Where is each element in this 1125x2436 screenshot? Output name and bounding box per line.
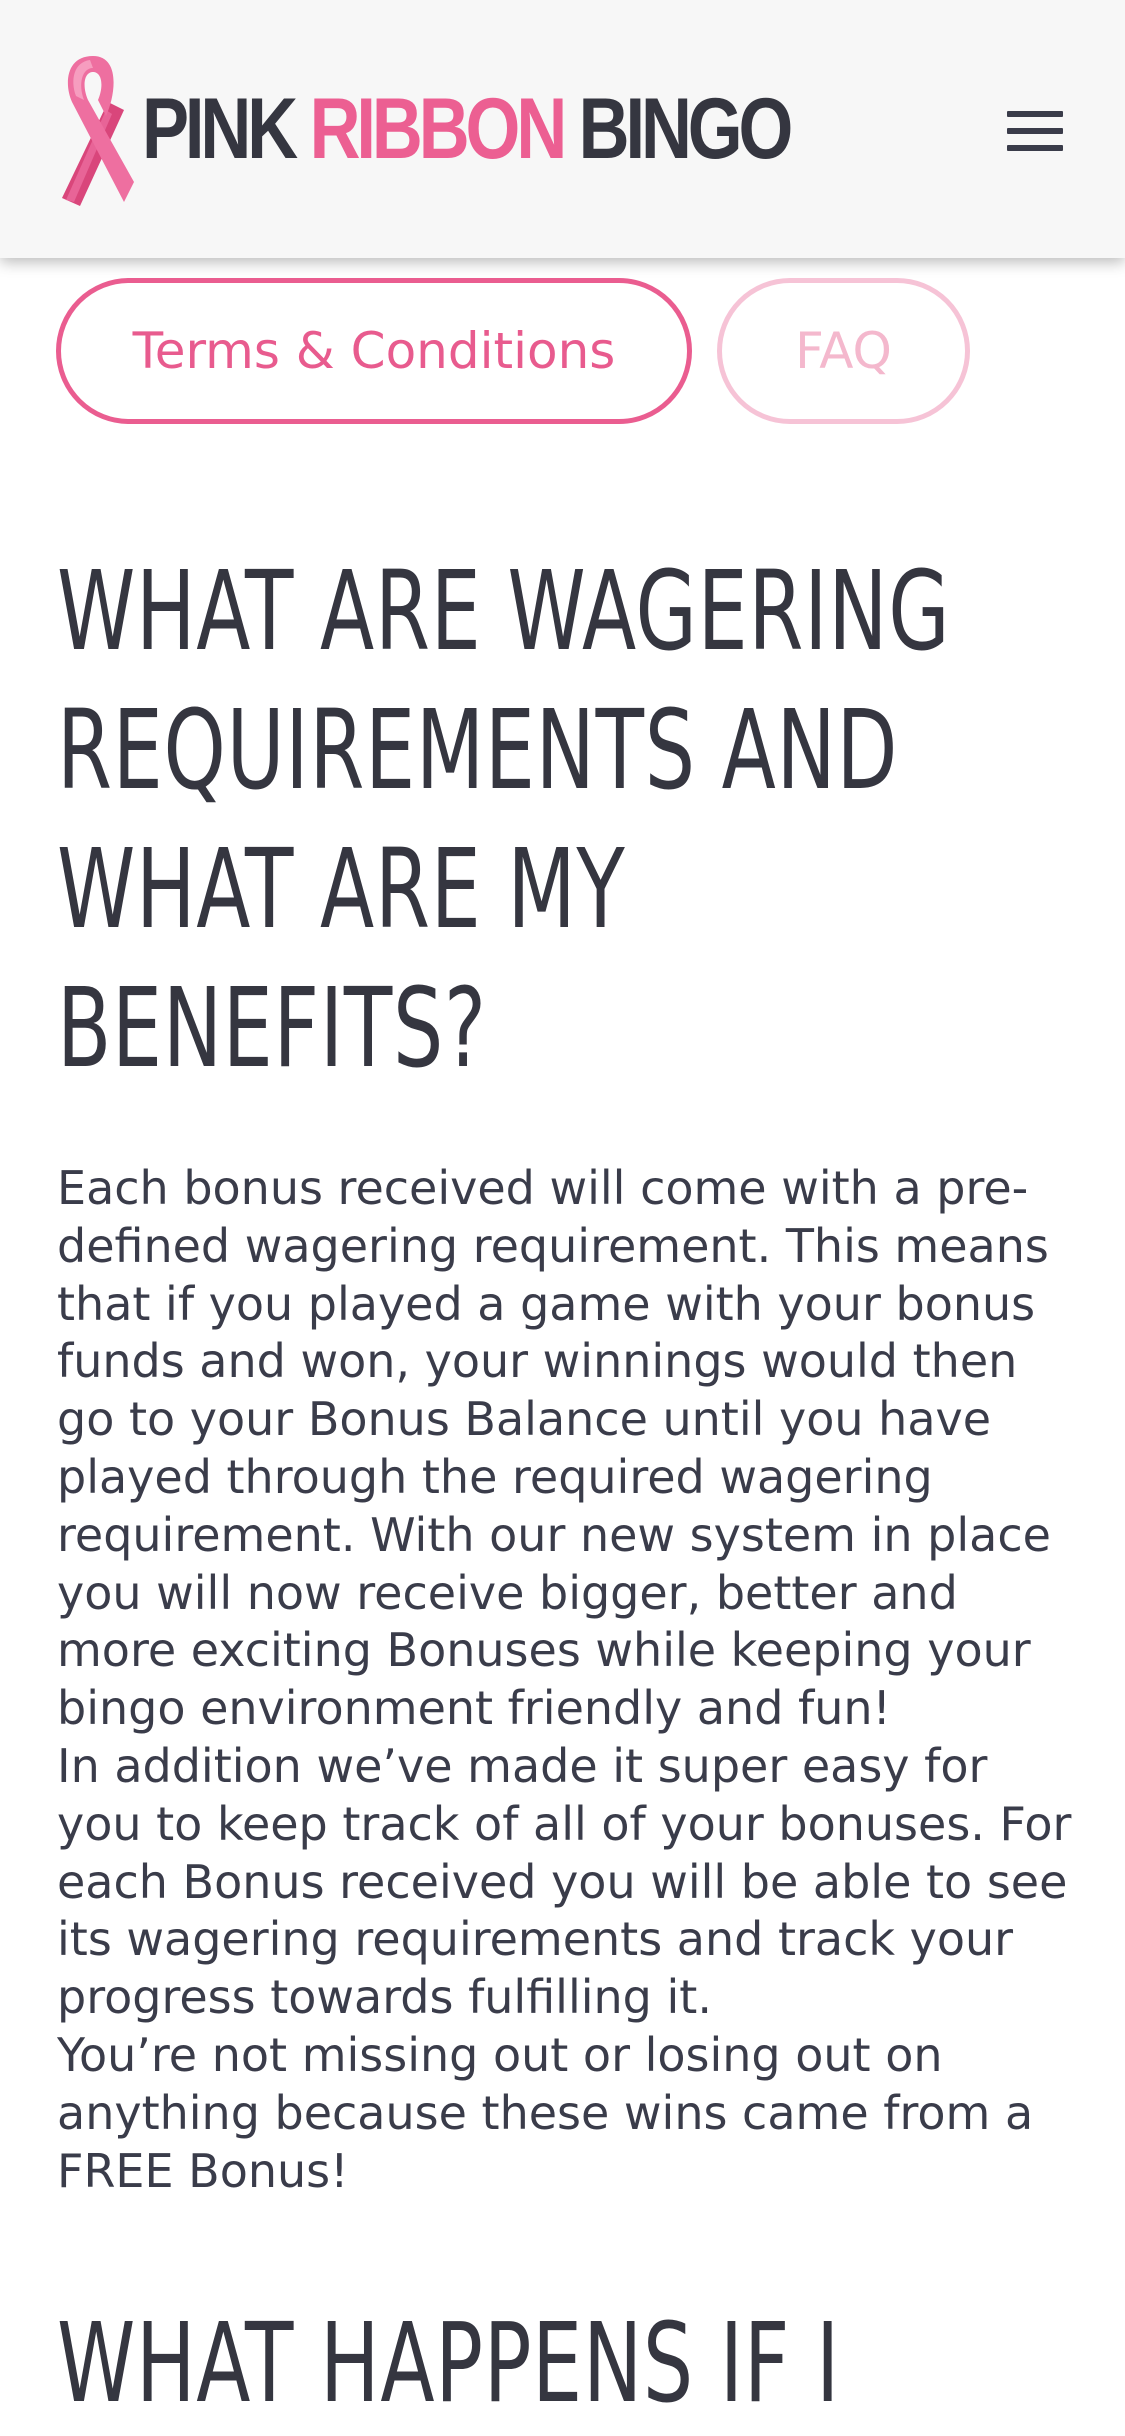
menu-line [1007, 128, 1063, 134]
hamburger-menu-icon[interactable] [1007, 111, 1063, 151]
paragraph: Each bonus received will come with a pre-defined wagering requirement. This means that if you played a game with your bonus funds and won, your winnings would then go to your Bonus Balance until you have played through the required wagering requirement. With our new system in place you will now receive bigger, better and more exciting Bonuses while keeping your bingo environment friendly and fun! [57, 1161, 1051, 1736]
faq-button[interactable] [717, 278, 970, 424]
brand-word-pink: PINK [142, 81, 295, 177]
pink-ribbon-icon [50, 50, 136, 208]
what-happens-heading: WHAT HAPPENS IF I [57, 2299, 841, 2427]
heading-line: WHAT ARE WAGERING [57, 547, 951, 675]
wagering-explanation-text [57, 1160, 1077, 2200]
wagering-requirements-heading [57, 542, 950, 1098]
paragraph: In addition we’ve made it super easy for you to keep track of all of your bonuses. For each Bonus received you will be able to see its wagering requirements and track your progress towards fulfilling it. [57, 1738, 1072, 2025]
brand-wordmark [142, 81, 790, 177]
site-header [0, 0, 1125, 258]
heading-line: WHAT ARE MY [57, 825, 626, 953]
terms-conditions-button[interactable] [56, 278, 692, 424]
heading-line: BENEFITS? [57, 964, 487, 1092]
faq-label: FAQ [795, 322, 892, 380]
heading-line: REQUIREMENTS AND [57, 686, 899, 814]
brand-logo[interactable] [50, 50, 931, 208]
terms-conditions-label: Terms & Conditions [132, 322, 616, 380]
brand-word-bingo: BINGO [578, 81, 790, 177]
menu-line [1007, 111, 1063, 117]
paragraph: You’re not missing out or losing out on anything because these wins came from a FREE Bonus! [57, 2027, 1034, 2198]
menu-line [1007, 145, 1063, 151]
brand-word-ribbon: RIBBON [309, 81, 564, 177]
